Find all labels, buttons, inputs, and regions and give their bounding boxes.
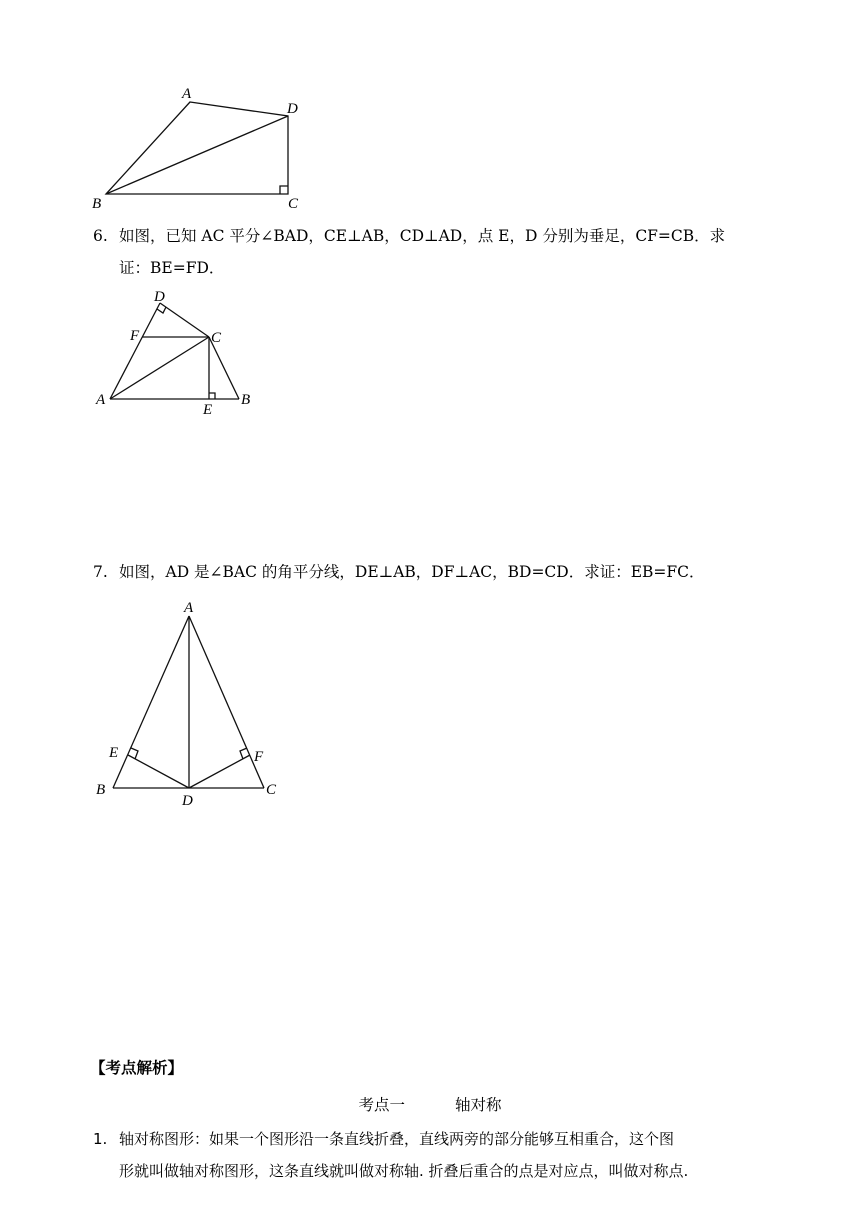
problem-7-line-1 bbox=[93, 556, 783, 588]
section-header: 【考点解析】 bbox=[90, 1059, 184, 1077]
label-b: B bbox=[241, 392, 251, 408]
segment-ac bbox=[189, 616, 264, 788]
segment-dc bbox=[160, 303, 209, 337]
definition-1-number: 1. bbox=[93, 1130, 108, 1148]
figure-quadrilateral-abcd bbox=[80, 80, 320, 220]
label-a: A bbox=[182, 86, 192, 102]
problem-6-line-2: 证：BE=FD． bbox=[119, 259, 225, 277]
segment-ac bbox=[110, 337, 209, 399]
segment-ad bbox=[110, 303, 160, 399]
right-angle-mark-d bbox=[157, 307, 166, 313]
label-d: D bbox=[182, 793, 193, 809]
definition-1 bbox=[93, 1123, 783, 1187]
figure-problem-6 bbox=[90, 285, 280, 420]
segment-cb bbox=[209, 337, 239, 399]
segment-de bbox=[128, 755, 189, 788]
section-title-left: 考点一 bbox=[358, 1096, 405, 1114]
label-c: C bbox=[288, 196, 299, 212]
problem-7-number: 7. bbox=[93, 563, 108, 581]
quadrilateral-outline bbox=[106, 102, 288, 194]
section-title bbox=[0, 1093, 860, 1115]
problem-6-line-1 bbox=[93, 220, 783, 252]
figure-problem-7 bbox=[90, 595, 290, 810]
label-b: B bbox=[92, 196, 102, 212]
right-angle-mark-e bbox=[209, 393, 215, 399]
label-a: A bbox=[184, 600, 194, 616]
segment-ab bbox=[113, 616, 189, 788]
label-d: D bbox=[154, 289, 165, 305]
definition-1-text-1: 轴对称图形：如果一个图形沿一条直线折叠，直线两旁的部分能够互相重合，这个图 bbox=[119, 1130, 675, 1148]
segment-df bbox=[189, 755, 250, 788]
section-title-right: 轴对称 bbox=[455, 1096, 502, 1114]
label-f: F bbox=[254, 749, 264, 765]
label-e: E bbox=[203, 402, 213, 418]
problem-6-text-1: 如图，已知 AC 平分∠BAD，CE⊥AB，CD⊥AD，点 E，D 分别为垂足，CF=CB．求 bbox=[119, 227, 726, 245]
label-a: A bbox=[96, 392, 106, 408]
right-angle-mark-c bbox=[280, 186, 288, 194]
problem-6 bbox=[93, 220, 783, 284]
problem-6-number: 6. bbox=[93, 227, 108, 245]
label-e: E bbox=[109, 745, 119, 761]
label-c: C bbox=[211, 330, 222, 346]
definition-1-line-1 bbox=[93, 1123, 783, 1155]
label-c: C bbox=[266, 782, 277, 798]
diagonal-bd bbox=[106, 116, 288, 194]
definition-1-line-2: 形就叫做轴对称图形，这条直线就叫做对称轴. 折叠后重合的点是对应点，叫做对称点. bbox=[119, 1162, 689, 1180]
problem-7-text-1: 如图，AD 是∠BAC 的角平分线，DE⊥AB，DF⊥AC，BD=CD．求证：EB=FC． bbox=[119, 563, 705, 581]
label-b: B bbox=[96, 782, 106, 798]
label-d: D bbox=[287, 101, 298, 117]
label-f: F bbox=[130, 328, 140, 344]
problem-7 bbox=[93, 556, 783, 588]
